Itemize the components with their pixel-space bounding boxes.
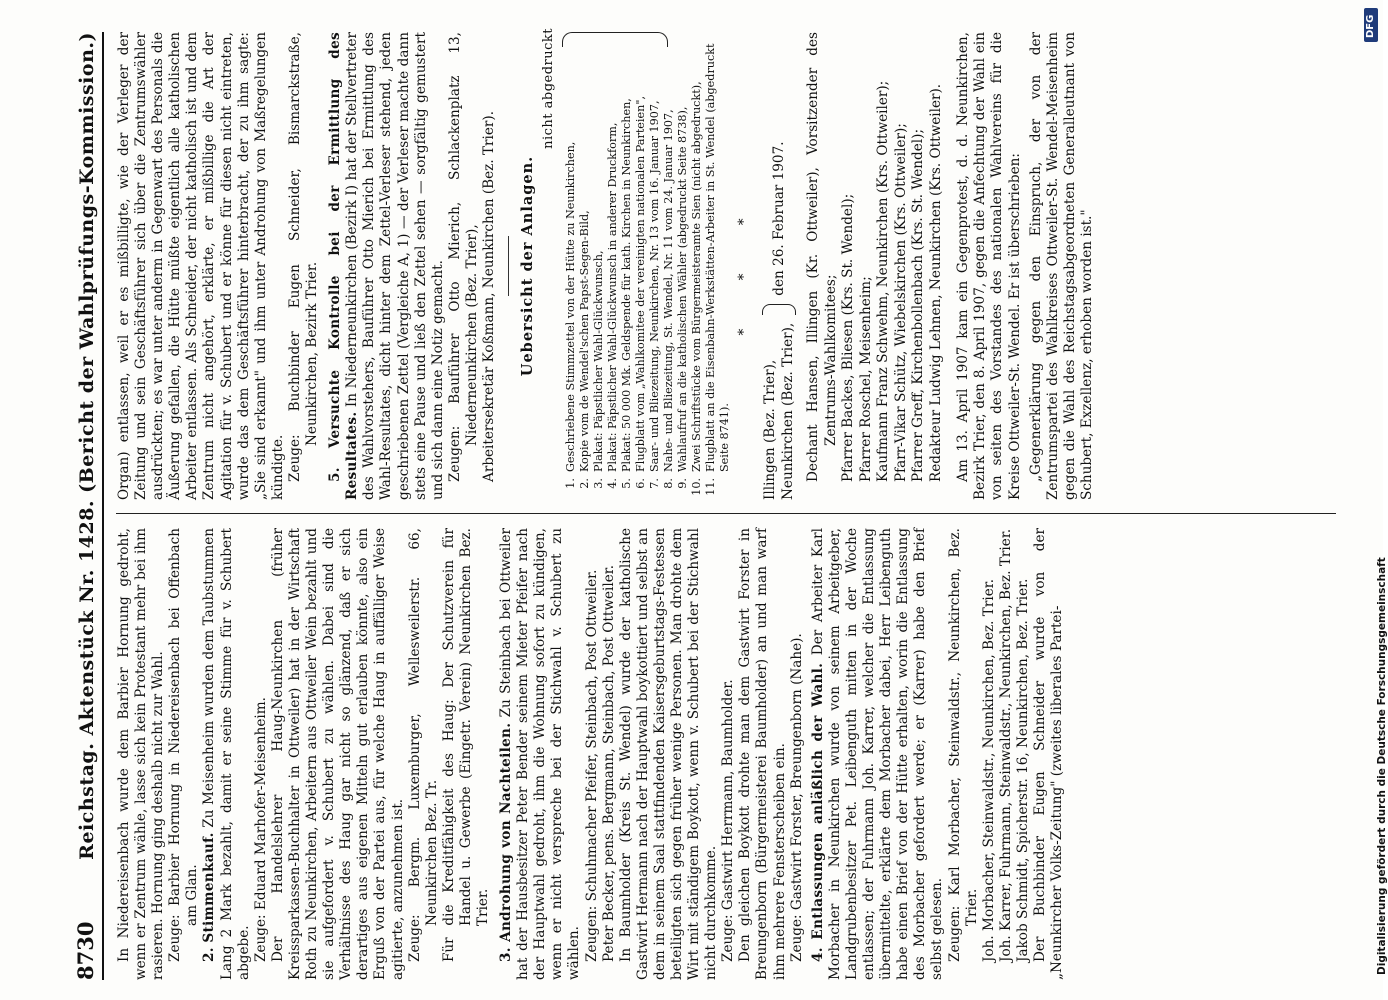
annex-item: [564, 32, 578, 500]
witness: Jakob Schmidt, Spicherstr. 16, Neunkirchen, Bez. Trier.: [1014, 578, 1031, 962]
annex-item: [606, 32, 620, 500]
annex-item: [662, 32, 676, 500]
signatory: Pfarr-Vikar Schütz, Wiebelskirchen (Krs. Ottweiler);: [892, 123, 909, 482]
separator-rule: [508, 236, 509, 296]
paragraph: Am 13. April 1907 kam ein Gegenprotest, d. d. Neunkirchen, Bezirk Trier, den 8. April 1907, gegen die Anfechtung der Wahl ein von seiten des Vorstandes des nationalen Wahlvereins für die Kreise Ottweiler-St. Wendel. Er ist überschrieben:: [955, 32, 1023, 500]
annex-item-number: 5.: [620, 478, 634, 489]
annex-item-number: 11.: [704, 478, 718, 496]
not-printed-label: nicht abgedruckt: [541, 28, 557, 149]
annex-item-text: Plakat: 50 000 Mk. Geldspende für kath. Kirchen in Neunkirchen,: [620, 98, 634, 472]
annex-item-text: Geschriebene Stimmzettel von der Hütte zu Neunkirchen,: [564, 141, 578, 472]
annex-item-number: 4.: [606, 478, 620, 489]
section-heading: Versuchte Kontrolle bei der Ermittlung des Resultates.: [327, 32, 361, 500]
signatory: Dechant Hansen, Illingen (Kr. Ottweiler), Vorsitzender des Zentrums-Wahlkomitees;: [805, 32, 839, 482]
annex-item-text: Zwei Schriftstücke vom Bürgermeisteramte Sien (nicht abgedruckt),: [690, 81, 704, 472]
annex-item: [578, 32, 592, 500]
running-head: [60, 32, 104, 980]
section-number: 2.: [201, 947, 218, 962]
column-divider: [116, 513, 1336, 514]
annex-item-number: 6.: [634, 478, 648, 489]
funding-text: Digitalisierung gefördert durch die Deutsche Forschungsgemeinschaft: [1376, 557, 1388, 975]
witness: Peter Becker, pens. Bergmann, Steinbach, Post Ottweiler.: [600, 564, 617, 962]
stars-separator: * * *: [736, 196, 753, 336]
witness-note: Für die Kreditfähigkeit des Haug: Der Schutzverein für Handel u. Gewerbe (Eingetr. Verein) Neunkirchen Bez. Trier.: [440, 528, 491, 962]
date: den 26. Februar 1907.: [770, 141, 787, 296]
rotated-page-content: [60, 20, 1350, 980]
dfg-logo: [1364, 8, 1378, 42]
annex-item-number: 3.: [592, 478, 606, 489]
paragraph: Organ) entlassen, weil er es mißbilligte, wie der Verleger der Zeitung und sein Geschäftsführer sich über die Zentrumswähler ausdrückten; es war unter anderm in Gegenwart des Personals die Äußerung gefallen, die Hütte müßte eigentlich alle katholischen Arbeiter entlassen. Als Schneider, der nicht katholisch ist und dem Zentrum nicht angehört, erklärte, er mißbillige die Art der Agitation für v. Schubert und er könne für diesen nicht eintreten, wurde das dem Geschäftsführer hinterbracht, der zu ihm sagte: „Sie sind erkannt" und ihm unter Androhung von Maßregelungen kündigte.: [116, 32, 286, 500]
quote: „Gegenerklärung gegen den Einspruch, der von der Zentrumspartei des Wahlkreises Ottweiler-St. Wendel-Meisenheim gegen die Wahl des Reichstagsabgeordneten Generalleutnant von Schubert, Exzellenz, erhoben worden ist.": [1027, 32, 1095, 500]
annex-item-number: 1.: [564, 478, 578, 489]
section-text: Der Arbeiter Karl Morbacher in Neunkirchen wurde von seinem Arbeitgeber, Landgrubenbesitzer Pet. Leibenguth mitten in der Woche entlassen; der Fuhrmann Joh. Karrer, welcher die Entlassung übermittelte, erklärte dem Morbacher dabei, Herr Leibenguth habe einen Brief von der Hütte erhalten, worin die Entlassung des Morbacher gefordert werde; er (Karrer) habe den Brief selbst gelesen.: [809, 527, 946, 980]
annex-item: [592, 32, 606, 500]
signatories: [805, 32, 945, 500]
section-number: 4.: [809, 947, 826, 962]
witness: Zeuge: Eduard Marhofer-Meisenheim.: [252, 697, 269, 962]
annex-item: [690, 32, 704, 500]
place-names: [761, 323, 797, 500]
section-text: In Niederneunkirchen (Bezirk I) hat der Stellvertreter des Wahlvorstehers, Bauführer Otto Mierich bei Ermittlung des Wahl-Resultates, dicht hinter dem Zettel-Verleser stehend, jeden geschriebenen Zettel (Vergleiche A, 1) — der Verleser machte dann stets eine Pause und ließ den Zettel sehen — sorgfältig gemustert und sich dann eine Notiz gemacht.: [344, 31, 446, 500]
place-illingen: Illingen (Bez. Trier),: [762, 359, 779, 500]
signatory: Pfarrer Greff, Kirchenbollenbach (Krs. St. Wendel);: [910, 128, 927, 482]
section-heading: Stimmenkauf.: [201, 832, 218, 943]
witness: Zeuge: Buchbinder Eugen Schneider, Bismarckstraße, Neunkirchen, Bezirk Trier.: [286, 32, 321, 482]
witness: Zeuge: Bergm. Luxemburger, Wellesweilerstr. 66, Neunkirchen Bez. Tr.: [406, 528, 440, 962]
annex-title: Uebersicht der Anlagen.: [519, 155, 537, 377]
annex-item-number: 9.: [676, 478, 690, 489]
signatory: Pfarrer Roschel, Meisenheim;: [857, 276, 874, 482]
paragraph: Den gleichen Boykott drohte man dem Gastwirt Forster in Breungenborn (Bürgermeisterei Baumholder) an und man warf ihm mehrere Fensterscheiben ein.: [737, 528, 788, 980]
place-date: [761, 32, 797, 500]
witness: Zeugen: Karl Morbacher, Steinwaldstr., Neunkirchen, Bez. Trier.: [946, 528, 980, 962]
annex-item-text: Flugblatt vom „Wahlkomitee der vereinigten nationalen Parteien",: [634, 95, 648, 472]
section-5: [327, 32, 447, 500]
annex-item-number: 2.: [578, 478, 592, 489]
section-2: [201, 528, 252, 980]
witness: Zeuge: Gastwirt Herrmann, Baumholder.: [720, 679, 737, 962]
paragraph: In Niedereisenbach wurde dem Barbier Hornung gedroht, wenn er Zentrum wähle, lasse sich kein Protestant mehr bei ihm rasieren. Hornung ging deshalb nicht zur Wahl.: [116, 528, 167, 980]
witness: Zeugen: Schuhmacher Pfeifer, Steinbach, Post Ottweiler.: [583, 569, 600, 962]
annex-item-text: Wahlaufruf an die katholischen Wähler (abgedruckt Seite 8738),: [676, 106, 690, 472]
page-title: Reichstag. Aktenstück Nr. 1428. (Bericht der Wahlprüfungs-Kommission.): [76, 32, 98, 860]
witness: Zeugen: Bauführer Otto Mierich, Schlackenplatz 13, Niederneunkirchen (Bez. Trier),: [446, 32, 480, 482]
annex-item: [620, 32, 634, 500]
logo-text: DFG: [1365, 14, 1376, 38]
annex-item-text: Kopie vom de Wendel'schen Papst-Segen-Bild,: [578, 210, 592, 472]
annex-item: [704, 32, 732, 500]
witness: Joh. Morbacher, Steinwaldstr., Neunkirchen, Bez. Trier.: [980, 578, 997, 962]
section-text: Zu Meisenheim wurden dem Taubstummen Lang 2 Mark bezahlt, damit er seine Stimme für v. Schubert abgebe.: [201, 527, 252, 980]
annex-item-text: Saar- und Bliezeitung, Neunkirchen, Nr. 13 vom 16. Januar 1907,: [648, 100, 662, 472]
section-text: Zu Steinbach bei Ottweiler hat der Hausbesitzer Peter Bender seinem Mieter Pfeifer nach der Hauptwahl gedroht, ihm die Wohnung sofort zu kündigen, wenn er nicht verspreche bei der Stichwahl v. Schubert zu wählen.: [498, 528, 583, 980]
witness: Joh. Karrer, Fuhrmann, Steinwaldstr., Neunkirchen, Bez. Trier.: [997, 528, 1014, 962]
left-column: [116, 528, 1348, 980]
right-column: [116, 28, 1348, 500]
page-number: 8730: [73, 921, 98, 980]
annex-list-wrapper: [541, 28, 732, 500]
signatory: Pfarrer Backes, Bliesen (Krs. St. Wendel);: [840, 193, 857, 482]
section-heading: Androhung von Nachteilen.: [498, 722, 515, 942]
annex-item-text: Plakat: Päpstlicher Wahl-Glückwunsch in anderer Druckform,: [606, 122, 620, 472]
annex-item-text: Nahe- und Bliezeitung, St. Wendel, Nr. 11 vom 24. Januar 1907,: [662, 109, 676, 472]
funding-note: [1358, 0, 1388, 1000]
witness: Zeuge: Barbier Hornung in Niedereisenbach bei Offenbach am Glan.: [167, 528, 201, 962]
signatory: Redakteur Ludwig Lehnen, Neunkirchen (Krs. Ottweiler).: [927, 83, 944, 482]
section-number: 5.: [327, 467, 344, 482]
section-heading: Entlassungen anläßlich der Wahl.: [809, 662, 826, 940]
paragraph: In Baumholder (Kreis St. Wendel) wurde der katholische Gastwirt Hermann nach der Hauptwahl boykottiert und selbst an dem in seinem Saal stattfindenden Kaisersgeburtstags-Festessen beteiligten sich gegen früher wenige Personen. Man drohte dem Wirt mit ständigem Boykott, wenn v. Schubert bei der Stichwahl nicht durchkomme.: [617, 528, 720, 980]
section-3: [498, 528, 583, 980]
place-neunkirchen: Neunkirchen (Bez. Trier),: [780, 322, 797, 500]
section-number: 3.: [498, 947, 515, 962]
brace-mark: [762, 304, 796, 315]
annex-item: [634, 32, 648, 500]
annex-item-number: 8.: [662, 478, 676, 489]
section-4: [810, 528, 947, 980]
paragraph: Der Buchbinder Eugen Schneider wurde von der „Neunkircher Volks-Zeitung" (zweites liberales Partei-: [1031, 528, 1066, 980]
paragraph: Der Handelslehrer Haug-Neunkirchen (früher Kreissparkassen-Buchhalter in Ottweiler) hat in der Wirtschaft Roth zu Neunkirchen, Arbeitern aus Ottweiler Wein bezahlt und sie aufgefordert v. Schubert zu wählen. Dabei sind die Verhältnisse des Haug gar nicht so glänzend, daß er sich derartiges aus eigenen Mitteln gut erlauben könnte, also ein Erguß von der Partei aus, für welche Haug in auffälliger Weise agitierte, anzunehmen ist.: [269, 528, 406, 980]
annex-item-text: Plakat: Päpstlicher Wahl-Glückwunsch,: [592, 250, 606, 472]
annex-item: [676, 32, 690, 500]
witness: Zeuge: Gastwirt Forster, Breungenborn (Nahe).: [788, 633, 805, 962]
annex-list: [564, 32, 732, 500]
annex-item-number: 7.: [648, 478, 662, 489]
signatory: Kaufmann Franz Schwehm, Neunkirchen (Krs. Ottweiler);: [875, 80, 892, 482]
annex-item: [648, 32, 662, 500]
witness: Arbeitersekretär Koßmann, Neunkirchen (Bez. Trier).: [480, 110, 497, 482]
annex-item-number: 10.: [690, 478, 704, 496]
annex-item-text: Flugblatt an die Eisenbahn-Werkstätten-Arbeiter in St. Wendel (abgedruckt Seite 8741).: [704, 43, 732, 472]
